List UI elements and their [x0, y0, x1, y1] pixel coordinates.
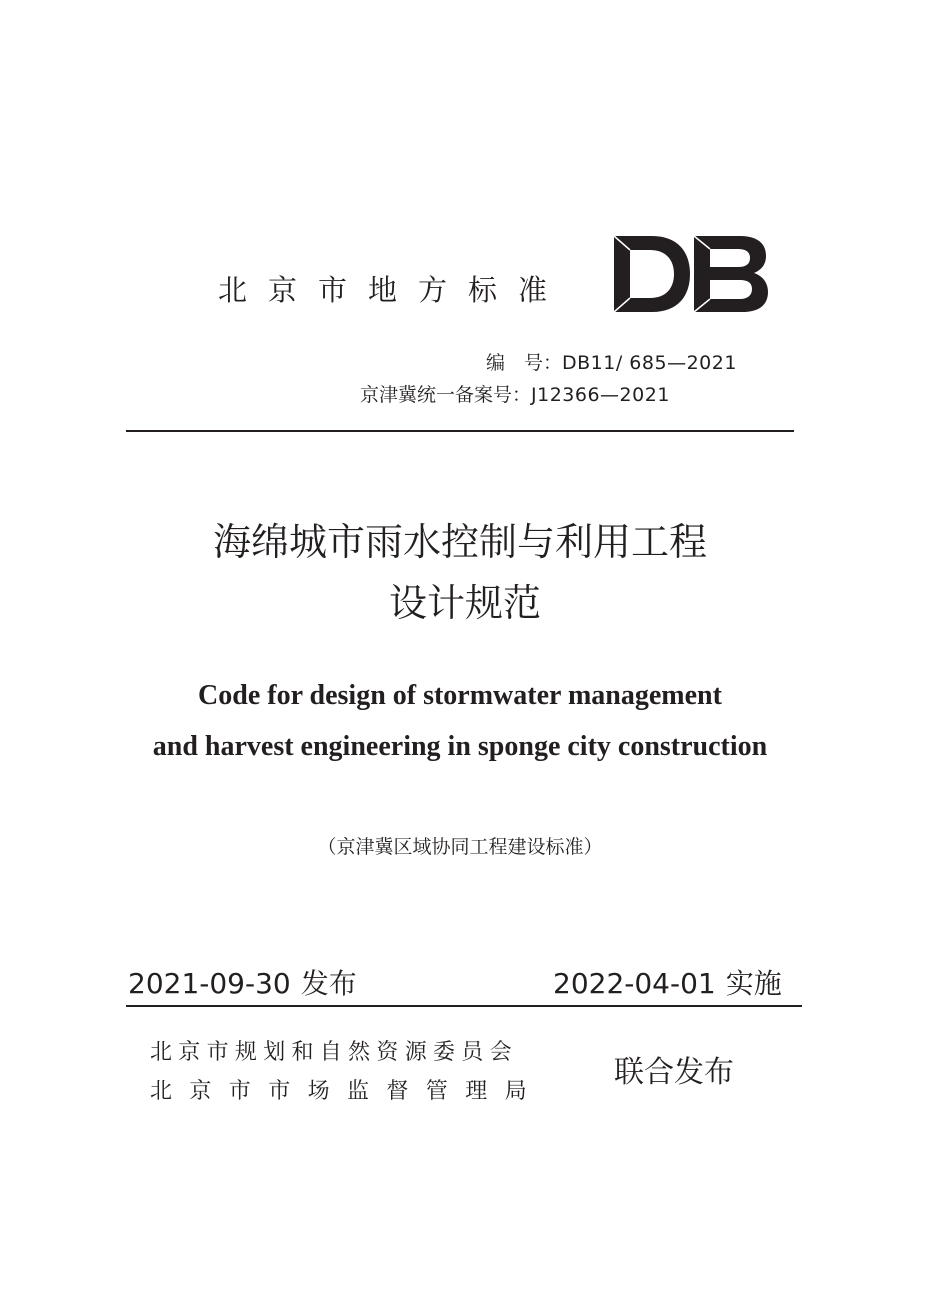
- top-divider: [126, 430, 794, 432]
- title-en-line2: and harvest engineering in sponge city construction: [152, 731, 768, 762]
- subtitle: （京津冀区域协同工程建设标准）: [317, 836, 603, 858]
- standard-type: 北京市地方标准: [218, 273, 569, 307]
- effective-label: 实施: [725, 967, 782, 1000]
- standard-number-label: 编 号：: [486, 352, 563, 374]
- title-en-line1: Code for design of stormwater management: [198, 680, 722, 711]
- bottom-divider: [126, 1005, 802, 1007]
- issuer-org2: 北京市市场监督管理局: [150, 1079, 545, 1104]
- issue-date-block: [128, 967, 357, 1000]
- effective-date-block: [553, 967, 782, 1000]
- issue-label: 发布: [300, 967, 357, 1000]
- issue-date: 2021-09-30: [128, 967, 291, 1000]
- filing-number-value: J12366—2021: [531, 384, 670, 406]
- db-logo-d: [614, 236, 690, 312]
- filing-number-label: 京津冀统一备案号：: [360, 384, 532, 406]
- effective-date: 2022-04-01: [553, 967, 716, 1000]
- filing-number-row: [360, 386, 670, 405]
- issuer-org1: 北京市规划和自然资源委员会: [150, 1040, 518, 1065]
- standard-number-value: DB11/ 685—2021: [562, 352, 737, 374]
- joint-issue-label: 联合发布: [614, 1055, 734, 1090]
- standard-number-row: [486, 354, 737, 373]
- title-cn-line1: 海绵城市雨水控制与利用工程: [212, 520, 707, 564]
- db-logo-b: [694, 236, 768, 312]
- db-logo: [612, 234, 770, 314]
- title-cn-line2: 设计规范: [388, 581, 541, 625]
